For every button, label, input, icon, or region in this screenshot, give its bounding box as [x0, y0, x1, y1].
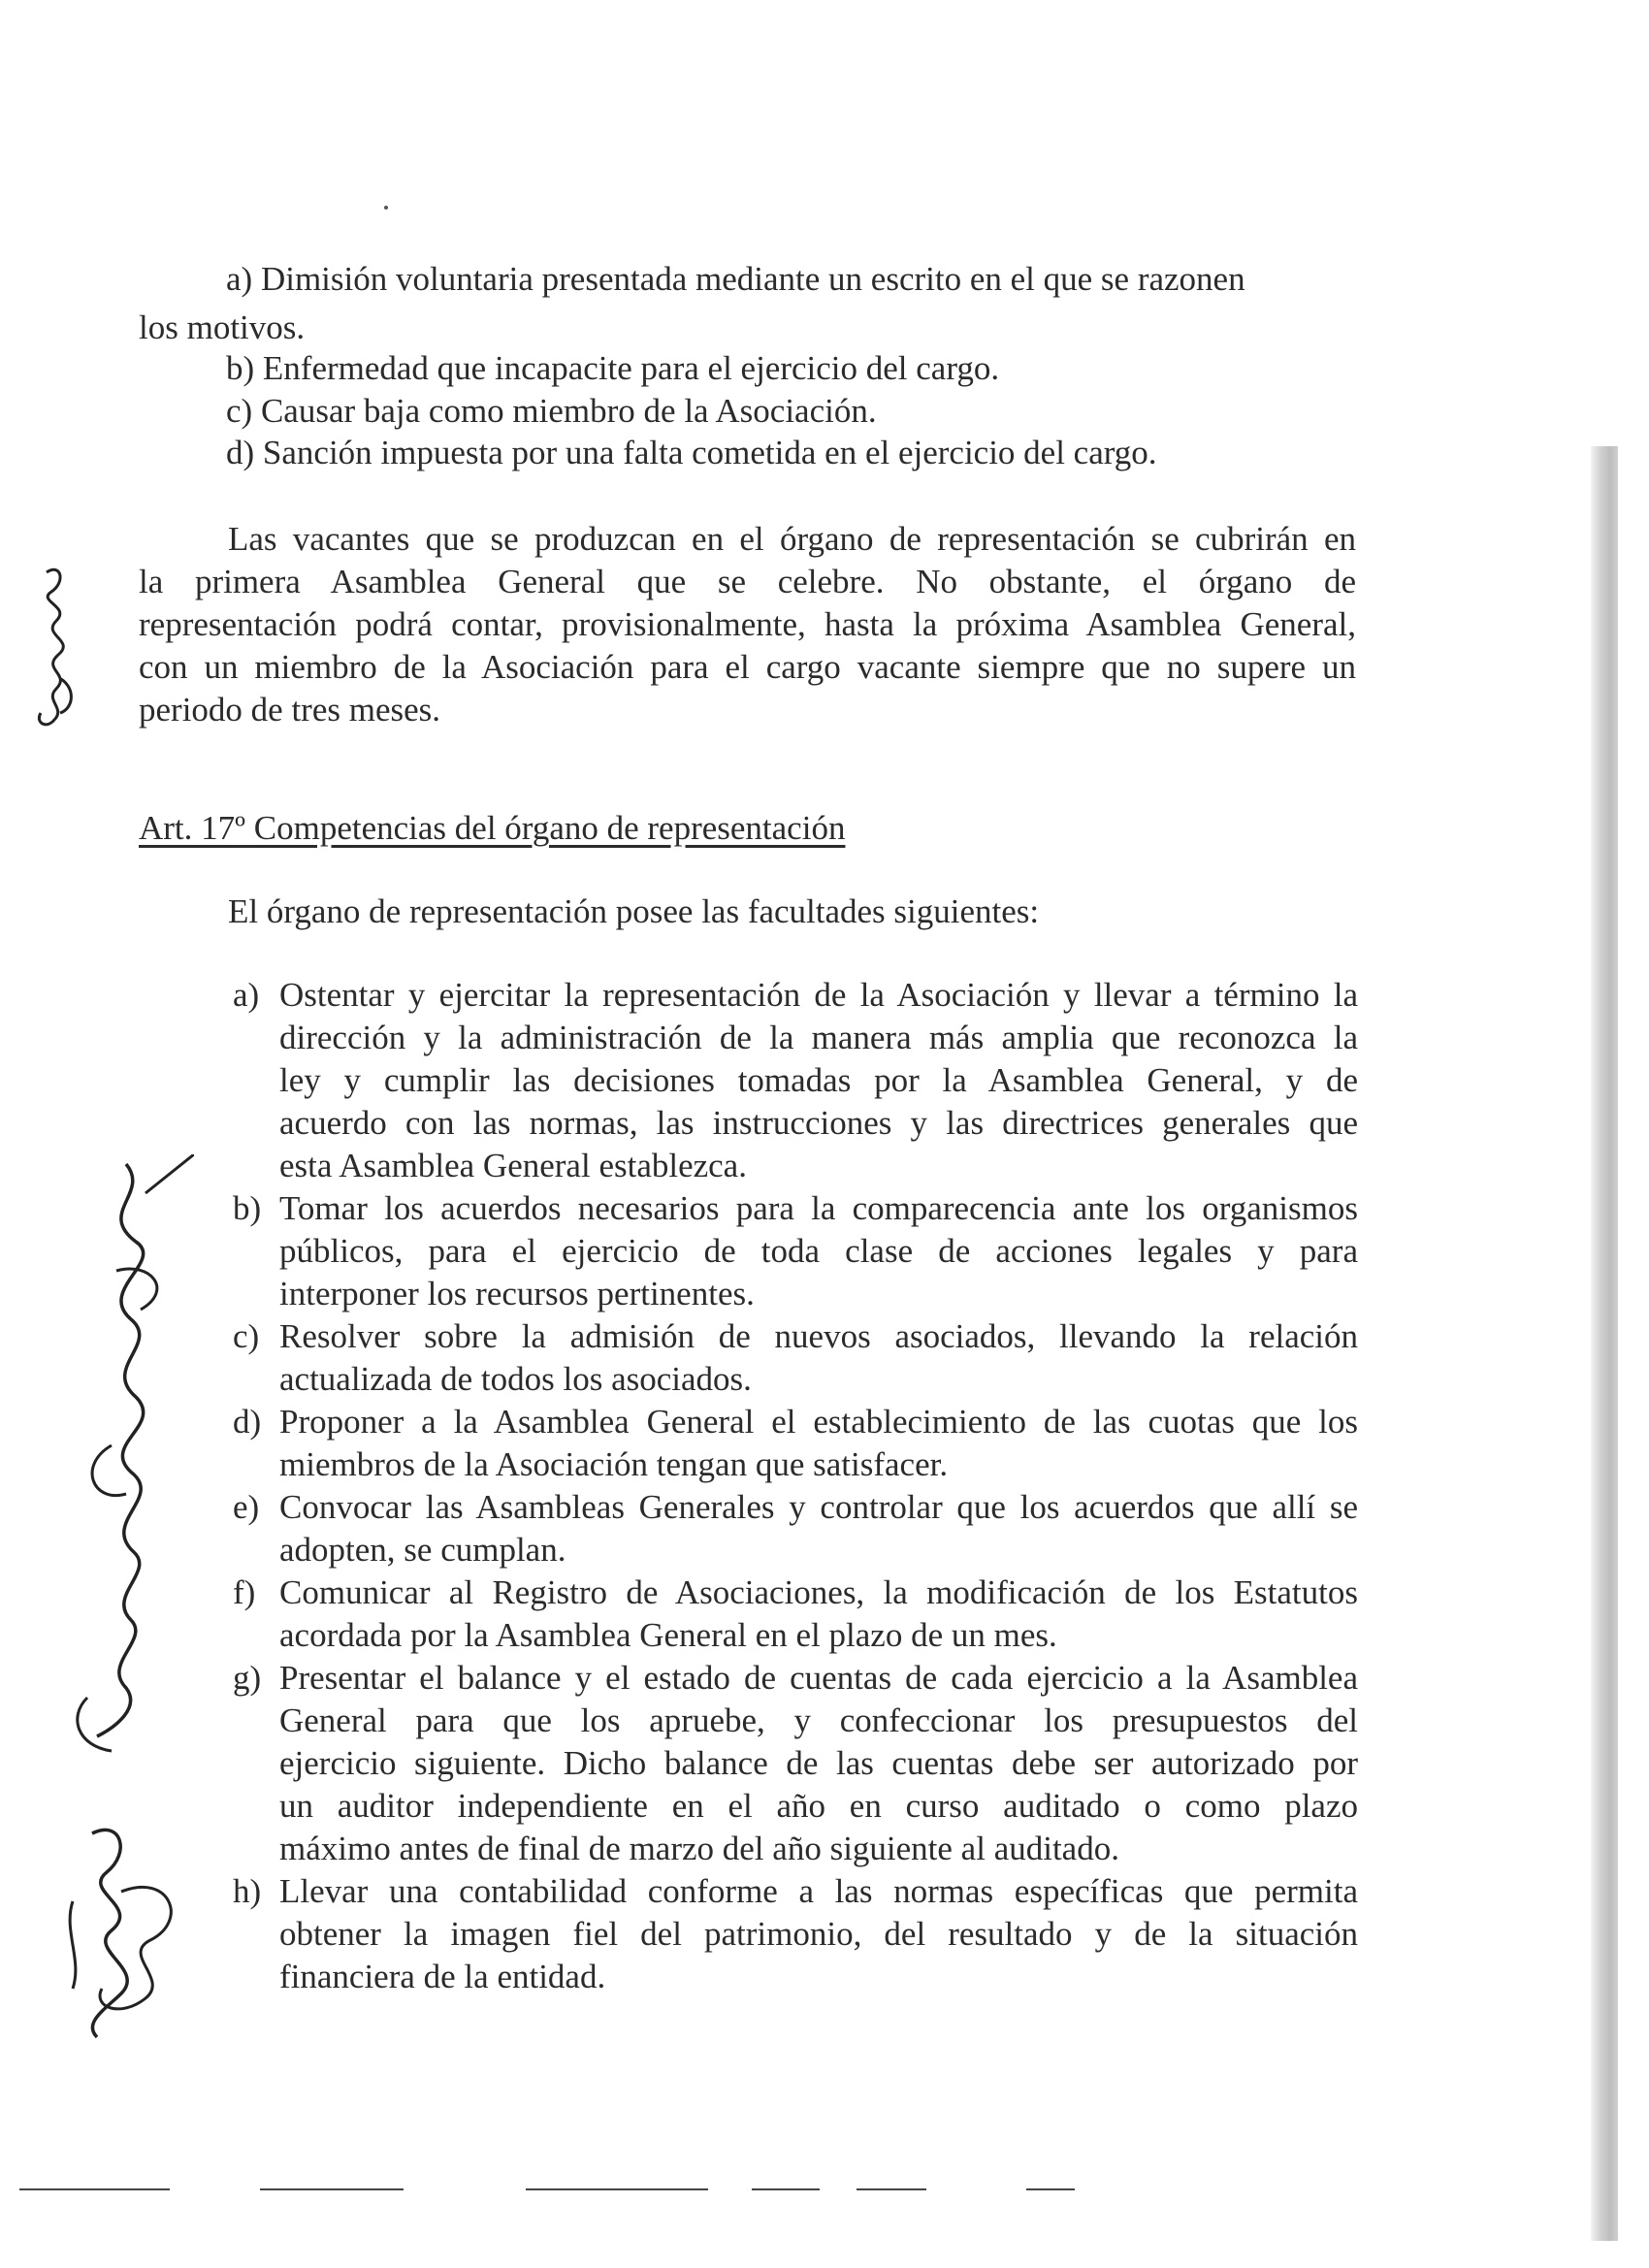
signature-bottom [53, 1814, 199, 2047]
paragraph-line: representación podrá contar, provisionalmente, hasta la próxima Asamblea General, [139, 605, 1356, 643]
competency-marker: e) [233, 1488, 260, 1526]
competency-line: acordada por la Asamblea General en el plazo de un mes. [279, 1616, 1057, 1654]
competency-line: ley y cumplir las decisiones tomadas por la Asamblea General, y de [279, 1061, 1358, 1099]
competency-marker: f) [233, 1573, 256, 1611]
footer-rule-segment [752, 2188, 820, 2190]
paragraph-line: Las vacantes que se produzcan en el órgano de representación se cubrirán en [228, 520, 1356, 558]
competency-line: esta Asamblea General establezca. [279, 1147, 747, 1184]
scan-shadow-edge [1591, 446, 1618, 2241]
competency-line: interponer los recursos pertinentes. [279, 1275, 755, 1312]
top-item-c: c) Causar baja como miembro de la Asociación. [226, 392, 877, 430]
competency-line: Resolver sobre la admisión de nuevos asociados, llevando la relación [279, 1317, 1358, 1355]
competency-line: obtener la imagen fiel del patrimonio, del resultado y de la situación [279, 1915, 1358, 1953]
competency-line: actualizada de todos los asociados. [279, 1360, 752, 1398]
paragraph-line: periodo de tres meses. [139, 691, 441, 729]
signature-top [17, 553, 95, 747]
competency-line: Presentar el balance y el estado de cuentas de cada ejercicio a la Asamblea [279, 1659, 1358, 1697]
footer-rule-segment [19, 2188, 170, 2190]
competency-line: Llevar una contabilidad conforme a las normas específicas que permita [279, 1872, 1358, 1910]
competency-line: ejercicio siguiente. Dicho balance de las cuentas debe ser autorizado por [279, 1744, 1358, 1782]
competency-marker: h) [233, 1872, 262, 1910]
paragraph-line: con un miembro de la Asociación para el cargo vacante siempre que no supere un [139, 648, 1356, 686]
competency-line: un auditor independiente en el año en curso auditado o como plazo [279, 1787, 1358, 1825]
competency-marker: d) [233, 1403, 262, 1441]
paragraph-line: la primera Asamblea General que se celebre. No obstante, el órgano de [139, 563, 1356, 600]
competency-item [233, 1187, 1358, 1315]
article-intro: El órgano de representación posee las facultades siguientes: [228, 892, 1040, 930]
competency-line: Proponer a la Asamblea General el establecimiento de las cuotas que los [279, 1403, 1358, 1441]
top-item-b: b) Enfermedad que incapacite para el ejercicio del cargo. [226, 349, 1000, 387]
competency-line: acuerdo con las normas, las instrucciones y las directrices generales que [279, 1104, 1358, 1142]
competency-marker: a) [233, 976, 260, 1014]
footer-rule-segment [857, 2188, 926, 2190]
competency-item [233, 1657, 1358, 1870]
competency-line: Tomar los acuerdos necesarios para la comparecencia ante los organismos [279, 1189, 1358, 1227]
competency-item [233, 1486, 1358, 1571]
footer-rule-segment [1026, 2188, 1075, 2190]
competency-item [233, 1870, 1358, 1998]
competency-item [233, 1315, 1358, 1401]
top-item-a-continuation: los motivos. [139, 308, 306, 346]
vacancies-paragraph [139, 518, 1356, 731]
signature-middle [58, 1154, 194, 1756]
competency-line: Comunicar al Registro de Asociaciones, la modificación de los Estatutos [279, 1573, 1358, 1611]
competency-marker: c) [233, 1317, 260, 1355]
competency-item [233, 1401, 1358, 1486]
top-item-a: a) Dimisión voluntaria presentada mediante un escrito en el que se razonen [226, 260, 1245, 298]
article-heading: Art. 17º Competencias del órgano de representación [139, 809, 846, 847]
scan-speck [384, 206, 388, 210]
competency-item [233, 1571, 1358, 1657]
competency-line: financiera de la entidad. [279, 1958, 606, 1995]
footer-rule-segment [260, 2188, 404, 2190]
competency-line: máximo antes de final de marzo del año siguiente al auditado. [279, 1830, 1119, 1867]
competency-line: públicos, para el ejercicio de toda clase de acciones legales y para [279, 1232, 1358, 1270]
competency-line: General para que los apruebe, y confeccionar los presupuestos del [279, 1701, 1358, 1739]
competencies-list [233, 974, 1358, 1998]
competency-marker: g) [233, 1659, 262, 1697]
competency-item [233, 974, 1358, 1187]
top-item-d: d) Sanción impuesta por una falta cometida en el ejercicio del cargo. [226, 434, 1157, 471]
footer-rule-segment [526, 2188, 708, 2190]
competency-line: adopten, se cumplan. [279, 1531, 566, 1569]
competency-line: Convocar las Asambleas Generales y controlar que los acuerdos que allí se [279, 1488, 1358, 1526]
competency-line: Ostentar y ejercitar la representación de la Asociación y llevar a término la [279, 976, 1358, 1014]
competency-line: dirección y la administración de la manera más amplia que reconozca la [279, 1019, 1358, 1056]
competency-marker: b) [233, 1189, 262, 1227]
competency-line: miembros de la Asociación tengan que satisfacer. [279, 1445, 949, 1483]
